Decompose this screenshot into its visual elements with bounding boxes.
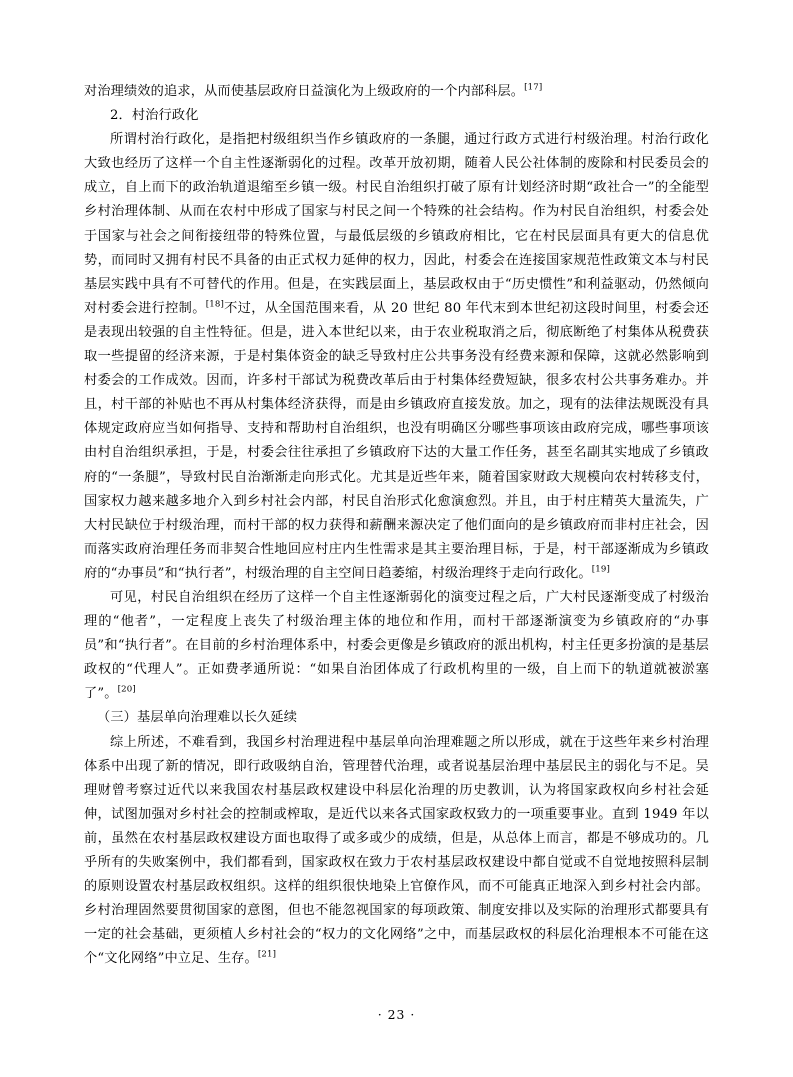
footnote-marker-21: [21]	[257, 949, 277, 960]
paragraph-1-text: 对治理绩效的追求，从而使基层政府日益演化为上级政府的一个内部科层。	[84, 84, 525, 99]
page-number	[0, 1007, 793, 1022]
paragraph-4-text: 综上所述，不难看到，我国乡村治理进程中基层单向治理难题之所以形成，就在于这些年来乡村治理体系中出现了新的情况，即行政吸纳自治，管理替代治理，或者说基层治理中基层民主的弱化与不足。吴理财曾考察过近代以来我国农村基层政权建设中科层化治理的历史教训，认为将国家政权向乡村社会延伸，试图加强对乡村社会的控制或榨取，是近代以来各式国家政权致力的一项重要事业。直到 1949 年以前，虽然在农村基层政权建设方面也取得了或多或少的成绩，但是，从总体上而言，都是不够成功的。几乎所有的失败案例中，我们都看到，国家政权在致力于农村基层政权建设中都自觉或不自觉地按照科层制的原则设置农村基层政权组织。这样的组织很快地染上官僚作风，而不可能真正地深入到乡村社会内部。乡村治理固然要贯彻国家的意图，但也不能忽视国家的每项政策、制度安排以及实际的治理形式都要具有一定的社会基础，更须植人乡村社会的“权力的文化网络”之中，而基层政权的科层化治理根本不可能在这个“文化网络”中立足、生存。	[84, 734, 709, 967]
footnote-marker-18: [18]	[205, 299, 224, 310]
section-heading-grassroots-governance	[84, 706, 709, 730]
footnote-marker-19: [19]	[591, 564, 610, 575]
paragraph-3-text: 可见，村民自治组织在经历了这样一个自主性逐渐弱化的演变过程之后，广大村民逐渐变成了村级治理的“他者”，一定程度上丧失了村级治理主体的地位和作用，而村干部逐渐演变为乡镇政府的“办事员”和“执行者”。在目前的乡村治理体系中，村委会更像是乡镇政府的派出机构，村主任更多扮演的是基层政权的“代理人”。正如费孝通所说：“如果自治团体成了行政机构里的一级，自上而下的轨道就被淤塞了”。	[84, 589, 709, 702]
paragraph-1	[84, 80, 709, 104]
paragraph-2-text-part1: 所谓村治行政化，是指把村级组织当作乡镇政府的一条腿，通过行政方式进行村级治理。村治行政化大致也经历了这样一个自主性逐渐弱化的过程。改革开放初期，随着人民公社体制的废除和村民委员会的成立，自上而下的政治轨道退缩至乡镇一级。村民自治组织打破了原有计划经济时期“政社合一”的全能型乡村治理体制、从而在农村中形成了国家与村民之间一个特殊的社会结构。作为村民自治组织，村委会处于国家与社会之间衔接纽带的特殊位置，与最低层级的乡镇政府相比，它在村民层面具有更大的信息优势，而同时又拥有村民不具备的由正式权力延伸的权力，因此，村委会在连接国家规范性政策文本与村民基层实践中具有不可替代的作用。但是，在实践层面上，基层政权由于“历史惯性”和利益驱动，仍然倾向对村委会进行控制。	[84, 132, 709, 316]
page-number-text: · 23 ·	[377, 1007, 416, 1022]
document-body	[84, 80, 709, 971]
paragraph-3	[84, 586, 709, 706]
paragraph-4	[84, 731, 709, 972]
section-heading-text-2: （三）基层单向治理难以长久延续	[97, 710, 298, 726]
paragraph-2-text-part2: 不过，从全国范围来看，从 20 世纪 80 年代末到本世纪初这段时间里，村委会还是表现出较强的自主性特征。但是，进入本世纪以来，由于农业税取消之后，彻底断绝了村集体从税费获取一些提留的经济来源，于是村集体资金的缺乏导致村庄公共事务没有经费来源和保障，这就必然影响到村委会的工作成效。因而，许多村干部试为税费改革后由于村集体经费短缺，很多农村公共事务难办。并且，村干部的补贴也不再从村集体经济获得，而是由乡镇政府直接发放。加之，现有的法律法规既没有具体规定政府应当如何指导、支持和帮助村自治组织，也没有明确区分哪些事项该由政府完成，哪些事项该由村自治组织承担，于是，村委会往往承担了乡镇政府下达的大量工作任务，甚至名副其实地成了乡镇政府的“一条腿”，导致村民自治渐渐走向形式化。尤其是近些年来，随着国家财政大规模向农村转移支付，国家权力越来越多地介入到乡村社会内部，村民自治形式化愈演愈烈。并且，由于村庄精英大量流失，广大村民缺位于村级治理，而村干部的权力获得和薪酬来源决定了他们面向的是乡镇政府而非村庄社会，因而落实政府治理任务而非契合性地回应村庄内生性需求是其主要治理目标，于是，村干部逐渐成为乡镇政府的“办事员”和“执行者”，村级治理的自主空间日趋萎缩，村级治理终于走向行政化。	[84, 300, 709, 581]
section-heading-text: 2．村治行政化	[110, 108, 199, 124]
footnote-marker-20: [20]	[117, 684, 136, 695]
footnote-marker-17: [17]	[524, 82, 543, 93]
paragraph-2	[84, 128, 709, 586]
section-heading-village-administration	[84, 104, 709, 128]
